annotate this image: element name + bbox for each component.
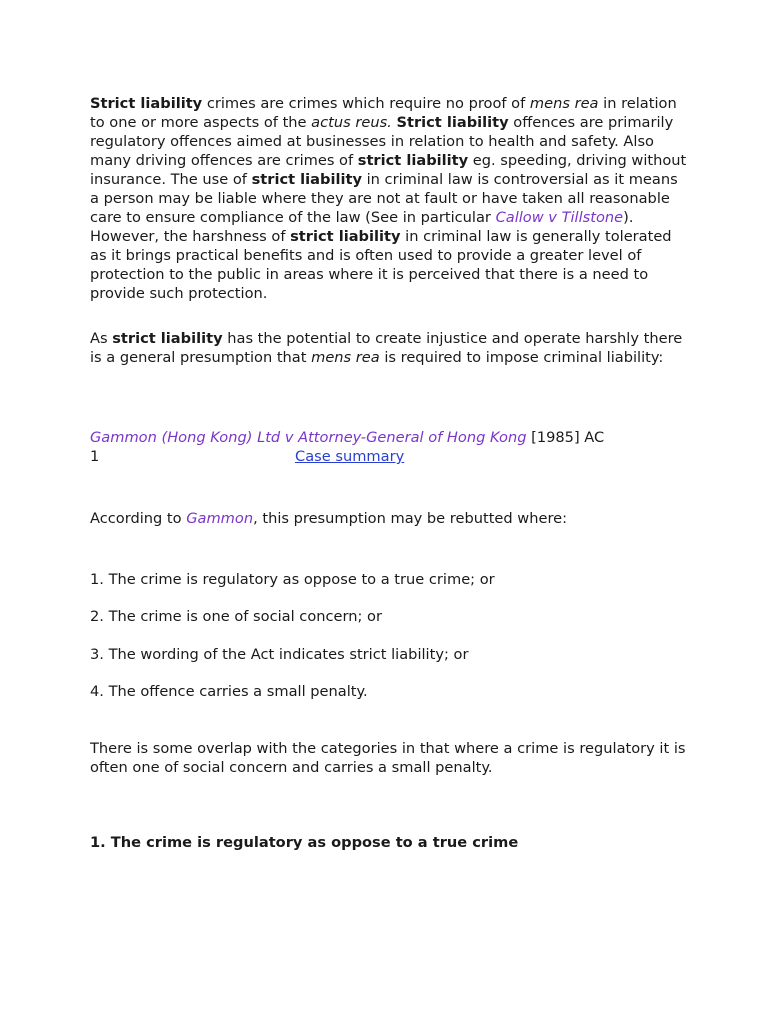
- condition-item: 2. The crime is one of social concern; or: [90, 608, 382, 625]
- case-link-gammon-short[interactable]: Gammon: [186, 510, 254, 527]
- intro-text: eg. speeding, driving without insurance. The use of: [90, 152, 687, 188]
- case-link-gammon[interactable]: Gammon (Hong Kong) Ltd v Attorney-General of Hong Kong: [90, 429, 527, 446]
- term-strict-liability: strict liability: [112, 330, 223, 347]
- intro-text: offences are primarily regulatory offences aimed at businesses in relation to health and safety. Also many driving offences are crimes of: [90, 114, 674, 169]
- intro-text: ). However, the harshness of: [90, 209, 634, 245]
- citation-reference: [1985] AC: [526, 429, 605, 446]
- presumption-paragraph: [90, 329, 690, 367]
- case-citation: [90, 428, 604, 447]
- presumption-text: is required to impose criminal liability:: [379, 349, 664, 366]
- intro-text: in criminal law is controversial as it means a person may be liable where they are not at fault or have taken all reasonable care to ensure compliance of the law (See in particular: [90, 171, 678, 226]
- term-strict-liability: strict liability: [357, 152, 469, 169]
- case-summary-link[interactable]: Case summary: [295, 448, 405, 465]
- section-heading: 1. The crime is regulatory as oppose to a true crime: [90, 834, 519, 851]
- term-actus-reus: actus reus.: [311, 114, 392, 131]
- term-mens-rea: mens rea: [529, 95, 599, 112]
- condition-item: 1. The crime is regulatory as oppose to a true crime; or: [90, 571, 495, 588]
- intro-text: in criminal law is generally tolerated as it brings practical benefits and is often used to provide a greater level of protection to the public in areas where it is perceived that there is a need to provide such protection.: [90, 228, 672, 302]
- presumption-text: has the potential to create injustice and operate harshly there is a general presumption that: [90, 330, 683, 366]
- intro-text: in relation to one or more aspects of the: [90, 95, 677, 131]
- term-strict-liability: strict liability: [251, 171, 362, 188]
- term-strict-liability: Strict liability: [396, 114, 509, 131]
- term-strict-liability: Strict liability: [90, 95, 203, 112]
- citation-reference-continued: 1: [90, 448, 100, 465]
- presumption-text: As: [90, 330, 113, 347]
- intro-text: crimes are crimes which require no proof of: [202, 95, 530, 112]
- case-link-callow-v-tillstone[interactable]: Callow v Tillstone: [495, 209, 624, 226]
- term-mens-rea: mens rea: [311, 349, 380, 366]
- rebuttal-text: , this presumption may be rebutted where:: [253, 510, 568, 527]
- overlap-paragraph: There is some overlap with the categories in that where a crime is regulatory it is often one of social concern and carries a small penalty.: [90, 740, 686, 776]
- condition-item: 3. The wording of the Act indicates strict liability; or: [90, 646, 469, 663]
- intro-paragraph: [90, 94, 690, 303]
- condition-item: 4. The offence carries a small penalty.: [90, 683, 368, 700]
- rebuttal-text: According to: [90, 510, 187, 527]
- rebuttal-intro: [90, 509, 690, 528]
- term-strict-liability: strict liability: [290, 228, 401, 245]
